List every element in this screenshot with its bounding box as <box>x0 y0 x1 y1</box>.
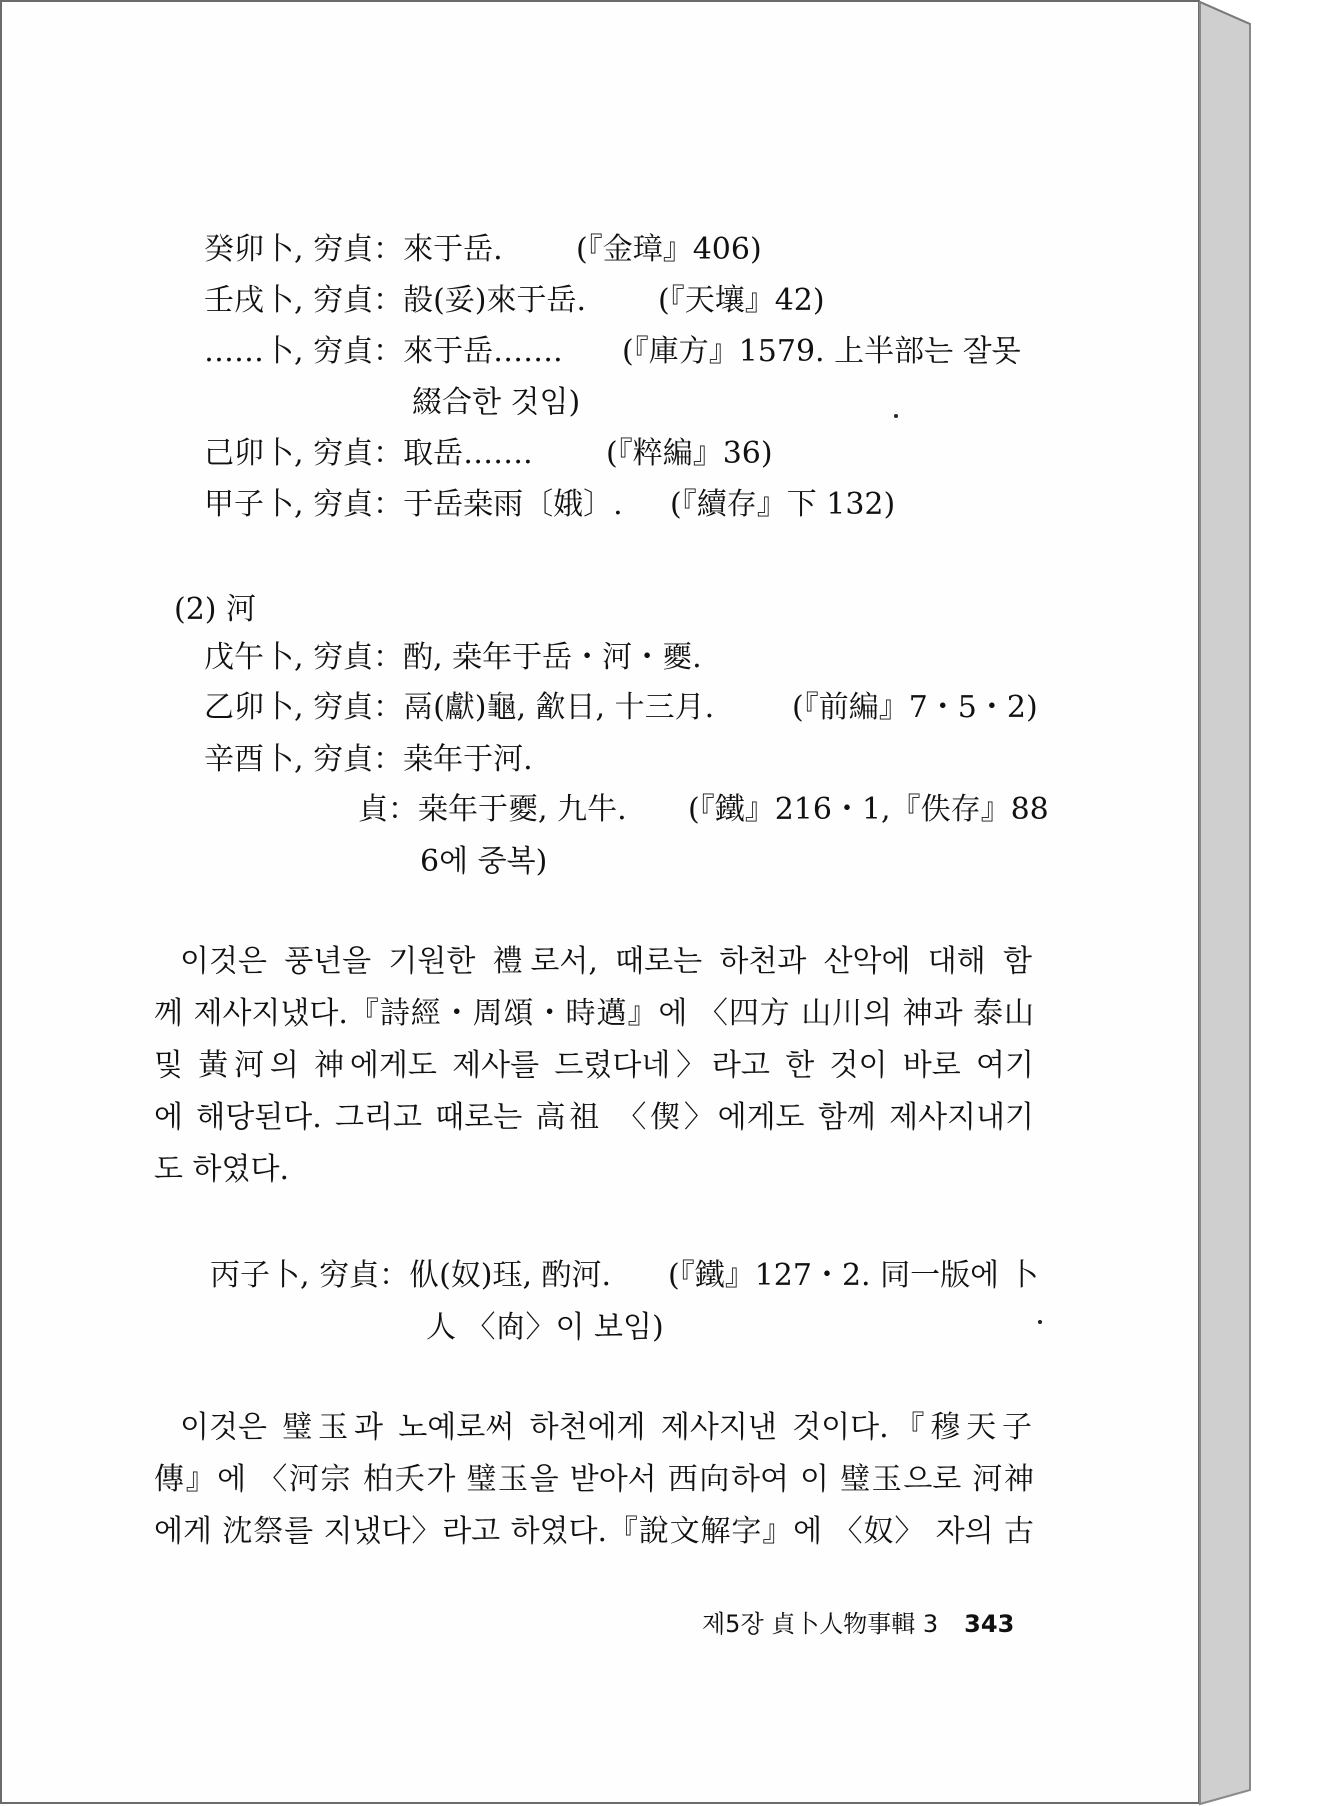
entry-line: 乙卯卜, 穷貞：鬲(獻)龜, 㱃日, 十三月. <box>204 690 715 725</box>
entry-source: (『鐵』216・1,『佚存』88 <box>688 792 1049 827</box>
paragraph-line: 및 黃河의 神에게도 제사를 드렸다네〉라고 한 것이 바로 여기 <box>154 1048 1034 1083</box>
entry-line: 戊午卜, 穷貞：酌, 桒年于岳・河・夒. <box>204 640 702 675</box>
entry-source: (『天壤』42) <box>658 283 825 318</box>
entry-continuation: 綴合한 것임) <box>412 385 581 420</box>
entry-line: 壬戌卜, 穷貞：㱿(妥)來于岳. <box>204 283 587 318</box>
entry-source: (『續存』下 132) <box>670 487 896 522</box>
entry-continuation: 人 〈㕯〉이 보임) <box>426 1310 664 1345</box>
paragraph-line: 도 하였다. <box>154 1152 289 1187</box>
entry-line: 丙子卜, 穷貞：㐺(奴)珏, 酌河. <box>210 1258 612 1293</box>
section-heading: (2) 河 <box>174 592 257 627</box>
entry-continuation: 6에 중복) <box>420 844 548 879</box>
entry-source: (『鐵』127・2. 同一版에 卜 <box>668 1258 1039 1293</box>
paragraph-line: 이것은 璧玉과 노예로써 하천에게 제사지낸 것이다.『穆天子 <box>180 1410 1032 1445</box>
entry-source: (『粹編』36) <box>606 436 773 471</box>
paragraph-line: 에게 沈祭를 지냈다〉라고 하였다.『說文解字』에 〈奴〉 자의 古 <box>154 1514 1034 1549</box>
entry-line: 癸卯卜, 穷貞：來于岳. <box>204 232 503 267</box>
entry-line: 己卯卜, 穷貞：取岳……. <box>204 436 533 471</box>
paragraph-line: 이것은 풍년을 기원한 禮로서, 때로는 하천과 산악에 대해 함 <box>180 944 1032 979</box>
entry-line: 甲子卜, 穷貞：于岳桒雨〔娥〕. <box>204 487 623 522</box>
entry-line: 貞：桒年于夒, 九牛. <box>358 792 627 827</box>
running-head: 제5장 貞卜人物事輯 3 <box>702 1610 939 1638</box>
paragraph-line: 傳』에 〈河宗 柏夭가 璧玉을 받아서 西向하여 이 璧玉으로 河神 <box>154 1462 1034 1497</box>
page-number: 343 <box>964 1610 1015 1638</box>
entry-source: (『金璋』406) <box>576 232 762 267</box>
entry-source: (『前編』7・5・2) <box>792 690 1038 725</box>
entry-line: 辛酉卜, 穷貞：桒年于河. <box>204 742 533 777</box>
paragraph-line: 에 해당된다. 그리고 때로는 高祖 〈偰〉에게도 함께 제사지내기 <box>154 1100 1034 1135</box>
entry-source: (『庫方』1579. 上半部는 잘못 <box>622 334 1021 369</box>
entry-line: ……卜, 穷貞：來于岳……. <box>204 334 563 369</box>
paragraph-line: 께 제사지냈다.『詩經・周頌・時邁』에 〈四方 山川의 神과 泰山 <box>154 996 1034 1031</box>
